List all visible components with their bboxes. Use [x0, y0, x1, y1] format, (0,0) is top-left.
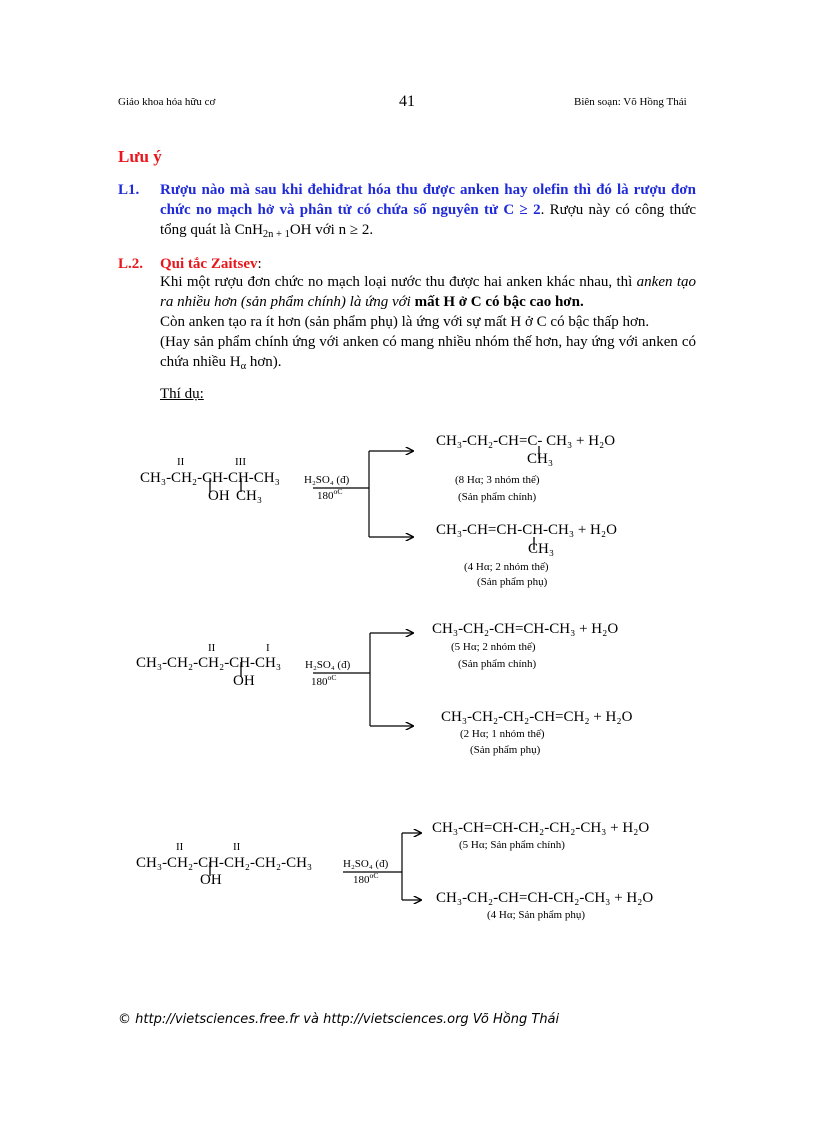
section-title: Lưu ý: [118, 147, 162, 166]
r3-degree-a: II: [176, 841, 184, 853]
r2-degree-a: II: [208, 642, 216, 654]
l2-title-colon: :: [257, 256, 262, 272]
r1-product-major: CH₃-CH₂-CH=C- CH₃ + H₂O: [436, 433, 616, 449]
l2-para1-text: Khi một rượu đơn chức no mạch loại nước thu được hai anken khác nhau, thì: [160, 274, 637, 290]
r1-product-minor-type: (Sản phẩm phụ): [477, 576, 548, 588]
r1-product-minor-note: (4 Hα; 2 nhóm thế): [464, 561, 549, 573]
l1-after-bold: . Rượu này có công thức tổng quát là CnH: [160, 202, 696, 238]
l1-formula-sub: 2n + 1: [262, 229, 290, 240]
page-number: 41: [399, 93, 415, 110]
r2-product-major-type: (Sản phẩm chính): [458, 658, 537, 670]
r3-substituent-oh: OH: [200, 872, 222, 888]
l2-label: L.2.: [118, 256, 144, 272]
r3-reactant: CH₃-CH₂-CH-CH₂-CH₂-CH₃: [136, 855, 313, 871]
l1-formula-tail: OH với n ≥ 2.: [289, 222, 374, 238]
r1-product-major-branch: CH₃: [527, 451, 554, 467]
l1-label: L1.: [118, 182, 140, 198]
l2-para3-a: (Hay sản phẩm chính ứng với anken có mang nhiều nhóm thế hơn, hay ứng với anken có chứa nhiều H: [160, 334, 696, 370]
r2-product-major: CH₃-CH₂-CH=CH-CH₃ + H₂O: [432, 621, 619, 637]
r2-product-minor-type: (Sản phẩm phụ): [470, 744, 541, 756]
r3-degree-b: II: [233, 841, 241, 853]
r3-temp-unit: oC: [369, 871, 379, 880]
footer-credits: © http://vietsciences.free.fr và http://vietsciences.org Võ Hồng Thái: [118, 1012, 560, 1027]
l2-para1-bold: mất H ở C có bậc cao hơn.: [410, 294, 584, 310]
r1-substituent-ch3: CH₃: [236, 488, 263, 504]
example-label: Thí dụ:: [160, 386, 204, 402]
r1-substituent-oh: OH: [208, 488, 230, 504]
r2-substituent-oh: OH: [233, 673, 255, 689]
l1-bold-text: Rượu nào mà sau khi đehiđrat hóa thu được anken hay olefin thì đó là rượu đơn chức no mạch hở và phân tử có chứa số nguyên tử C ≥ 2: [160, 182, 696, 218]
r3-temp-value: 180: [353, 874, 370, 886]
r2-temperature: [311, 673, 337, 688]
r2-product-minor: CH₃-CH₂-CH₂-CH=CH₂ + H₂O: [441, 709, 633, 725]
r1-reactant: CH₃-CH₂-CH-CH-CH₃: [140, 470, 280, 486]
r3-product-minor-note: (4 Hα; Sản phẩm phụ): [487, 909, 586, 921]
l2-para3-sub: α: [240, 361, 247, 372]
l2-paragraph-2: Còn anken tạo ra ít hơn (sản phẩm phụ) là ứng với sự mất H ở C có bậc thấp hơn.: [160, 314, 650, 330]
r2-reagent: H₂SO₄ (đ): [305, 659, 351, 671]
r3-product-major-note: (5 Hα; Sản phẩm chính): [459, 839, 565, 851]
r1-reagent: H₂SO₄ (đ): [304, 474, 350, 486]
header-left: Giáo khoa hóa hữu cơ: [118, 96, 216, 108]
r2-temp-unit: oC: [327, 673, 337, 682]
r1-product-minor: CH₃-CH=CH-CH-CH₃ + H₂O: [436, 522, 617, 538]
r2-temp-value: 180: [311, 676, 328, 688]
r1-degree-b: III: [235, 456, 246, 468]
r2-product-major-note: (5 Hα; 2 nhóm thế): [451, 641, 536, 653]
l2-para3-b: hơn).: [246, 354, 282, 370]
r1-product-major-type: (Sản phẩm chính): [458, 491, 537, 503]
r1-temperature: [317, 487, 343, 502]
r3-product-major: CH₃-CH=CH-CH₂-CH₂-CH₃ + H₂O: [432, 820, 650, 836]
r1-product-major-note: (8 Hα; 3 nhóm thế): [455, 474, 540, 486]
r3-product-minor: CH₃-CH₂-CH=CH-CH₂-CH₃ + H₂O: [436, 890, 654, 906]
r3-reagent: H₂SO₄ (đ): [343, 858, 389, 870]
l2-title-text: Qui tắc Zaitsev: [160, 256, 258, 272]
l2-para1-italic: anken tạo ra nhiều hơn (sản phẩm chính) là ứng với: [160, 274, 696, 310]
r2-reactant: CH₃-CH₂-CH₂-CH-CH₃: [136, 655, 282, 671]
r3-temperature: [353, 871, 379, 886]
header-right: Biên soạn: Võ Hồng Thái: [574, 96, 687, 108]
r1-temp-value: 180: [317, 490, 334, 502]
r2-degree-b: I: [266, 642, 270, 654]
r1-temp-unit: oC: [333, 487, 343, 496]
r1-product-minor-branch: CH₃: [528, 541, 555, 557]
r1-degree-a: II: [177, 456, 185, 468]
r2-product-minor-note: (2 Hα; 1 nhóm thế): [460, 728, 545, 740]
